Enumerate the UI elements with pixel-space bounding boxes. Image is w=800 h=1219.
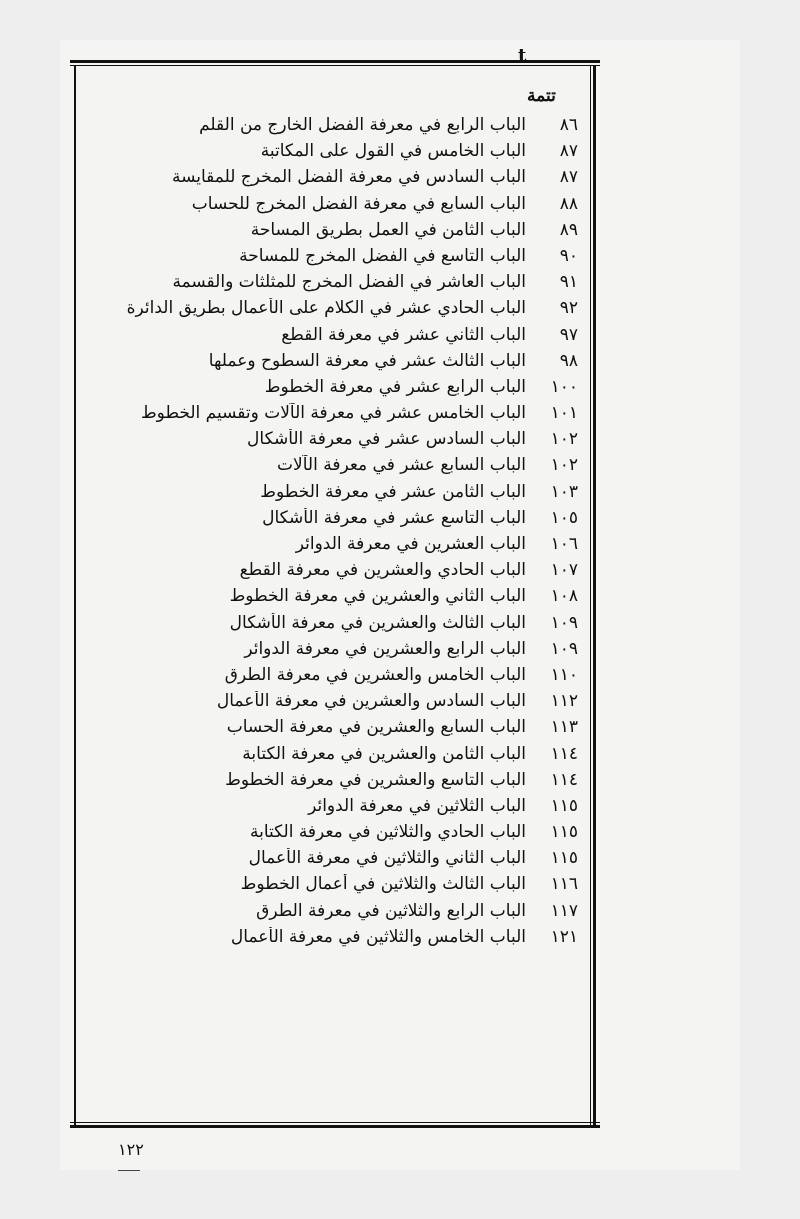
toc-page-number: ١٠٥: [550, 507, 578, 528]
toc-page-number: ٩١: [559, 272, 578, 293]
toc-chapter-title: الباب التاسع والعشرين في معرفة الخطوط: [225, 769, 526, 790]
toc-row: [96, 534, 584, 560]
continuation-heading: تتمة: [527, 86, 556, 106]
toc-row: [96, 115, 584, 141]
page-number: ١٢٢: [118, 1140, 144, 1159]
toc-row: [96, 770, 584, 796]
toc-page-number: ١٠٣: [550, 481, 578, 502]
toc-page-number: ١٠٢: [550, 455, 578, 476]
toc-page-number: ١١٥: [550, 822, 578, 843]
toc-page-number: ١٠٨: [550, 586, 578, 607]
toc-page-number: ٨٦: [559, 115, 578, 135]
toc-row: [96, 586, 584, 612]
toc-page-number: ١٠٠: [550, 376, 578, 397]
toc-chapter-title: الباب السادس في معرفة الفضل المخرج للمقايسة: [171, 167, 526, 188]
page-number-underline: [118, 1162, 140, 1171]
toc-row: [96, 639, 584, 665]
toc-chapter-title: الباب الحادي عشر في الكلام على الأعمال بطريق الدائرة: [126, 298, 526, 319]
toc-page-number: ١١٢: [550, 691, 578, 712]
toc-chapter-title: الباب الرابع عشر في معرفة الخطوط: [264, 376, 526, 397]
toc-page-number: ١٢١: [550, 926, 578, 947]
toc-chapter-title: الباب الحادي والثلاثين في معرفة الكتابة: [249, 822, 526, 843]
toc-page-number: ٩٢: [559, 298, 578, 319]
toc-chapter-title: الباب الثامن في العمل بطريق المساحة: [250, 219, 526, 240]
toc-chapter-title: الباب الثلاثين في معرفة الدوائر: [308, 795, 526, 816]
toc-page-number: ٩٠: [559, 245, 578, 266]
toc-chapter-title: الباب الثالث والعشرين في معرفة الأشكال: [229, 612, 526, 633]
toc-chapter-title: الباب الثامن عشر في معرفة الخطوط: [260, 481, 526, 502]
toc-chapter-title: الباب السابع عشر في معرفة الآلات: [277, 455, 526, 476]
toc-row: [96, 429, 584, 455]
frame-left-rule: [74, 66, 78, 1126]
toc-row: [96, 901, 584, 927]
toc-row: [96, 272, 584, 298]
toc-row: [96, 508, 584, 534]
toc-chapter-title: الباب الثاني والثلاثين في معرفة الأعمال: [248, 848, 526, 869]
toc-row: [96, 403, 584, 429]
toc-row: [96, 560, 584, 586]
toc-chapter-title: الباب الخامس عشر في معرفة الآلات وتقسيم الخطوط: [140, 403, 526, 424]
toc-chapter-title: الباب الثاني عشر في معرفة القطع: [281, 324, 526, 345]
toc-chapter-title: الباب السابع في معرفة الفضل المخرج للحساب: [191, 193, 526, 214]
toc-row: [96, 246, 584, 272]
toc-chapter-title: الباب العشرين في معرفة الدوائر: [295, 534, 526, 554]
toc-row: [96, 194, 584, 220]
toc-chapter-title: الباب السادس عشر في معرفة الأشكال: [247, 429, 526, 450]
toc-page-number: ١٠١: [550, 403, 578, 424]
toc-row: [96, 874, 584, 900]
toc-page-number: ١٠٩: [550, 638, 578, 659]
toc-row: [96, 822, 584, 848]
toc-page-number: ٩٨: [559, 350, 578, 371]
toc-page-number: ١١٧: [550, 900, 578, 921]
toc-chapter-title: الباب الثالث عشر في معرفة السطوح وعملها: [208, 350, 526, 371]
top-margin-mark: t: [518, 45, 527, 66]
frame-right-rule: [590, 66, 596, 1126]
toc-page-number: ١١٣: [550, 717, 578, 738]
toc-row: [96, 927, 584, 953]
toc-chapter-title: الباب السادس والعشرين في معرفة الأعمال: [216, 691, 526, 712]
toc-row: [96, 455, 584, 481]
toc-page-number: ١١٤: [550, 743, 578, 764]
toc-row: [96, 613, 584, 639]
toc-chapter-title: الباب الثالث والثلاثين في أعمال الخطوط: [240, 874, 526, 895]
toc-chapter-title: الباب التاسع عشر في معرفة الأشكال: [262, 507, 526, 528]
frame-top-rule: [70, 60, 600, 66]
toc-page-number: ٩٧: [559, 324, 578, 345]
toc-row: [96, 848, 584, 874]
toc-chapter-title: الباب السابع والعشرين في معرفة الحساب: [226, 717, 526, 738]
toc-page-number: ٨٨: [559, 193, 578, 214]
toc-chapter-title: الباب التاسع في الفضل المخرج للمساحة: [239, 245, 526, 266]
toc-page-number: ١١٤: [550, 769, 578, 790]
toc-chapter-title: الباب الخامس والثلاثين في معرفة الأعمال: [230, 926, 526, 947]
toc-row: [96, 796, 584, 822]
toc-page-number: ١١٦: [550, 874, 578, 895]
toc-page-number: ١٠٩: [550, 612, 578, 633]
toc-row: [96, 665, 584, 691]
toc-page-number: ٨٧: [559, 167, 578, 188]
toc-row: [96, 220, 584, 246]
toc-row: [96, 141, 584, 167]
toc-chapter-title: الباب الرابع والعشرين في معرفة الدوائر: [244, 638, 526, 659]
toc-row: [96, 691, 584, 717]
toc-page-number: ١٠٢: [550, 429, 578, 450]
toc-row: [96, 167, 584, 193]
toc-page-number: ١٠٧: [550, 560, 578, 581]
toc-page-number: ١٠٦: [550, 534, 578, 554]
table-of-contents: [96, 115, 584, 953]
toc-row: [96, 298, 584, 324]
toc-row: [96, 351, 584, 377]
toc-chapter-title: الباب الخامس في القول على المكاتبة: [260, 141, 526, 162]
toc-chapter-title: الباب الثاني والعشرين في معرفة الخطوط: [229, 586, 526, 607]
toc-page-number: ١١٥: [550, 795, 578, 816]
toc-chapter-title: الباب الحادي والعشرين في معرفة القطع: [239, 560, 526, 581]
toc-row: [96, 325, 584, 351]
toc-chapter-title: الباب الرابع في معرفة الفضل الخارج من القلم: [199, 115, 526, 135]
toc-chapter-title: الباب الرابع والثلاثين في معرفة الطرق: [256, 900, 526, 921]
toc-row: [96, 744, 584, 770]
toc-page-number: ٨٩: [559, 219, 578, 240]
toc-page-number: ١١٠: [550, 664, 578, 685]
toc-page-number: ٨٧: [559, 141, 578, 162]
toc-page-number: ١١٥: [550, 848, 578, 869]
toc-chapter-title: الباب الخامس والعشرين في معرفة الطرق: [224, 664, 526, 685]
toc-row: [96, 377, 584, 403]
toc-chapter-title: الباب العاشر في الفضل المخرج للمثلثات والقسمة: [172, 272, 526, 293]
toc-chapter-title: الباب الثامن والعشرين في معرفة الكتابة: [242, 743, 526, 764]
frame-bottom-rule: [70, 1122, 600, 1128]
toc-row: [96, 717, 584, 743]
toc-row: [96, 482, 584, 508]
